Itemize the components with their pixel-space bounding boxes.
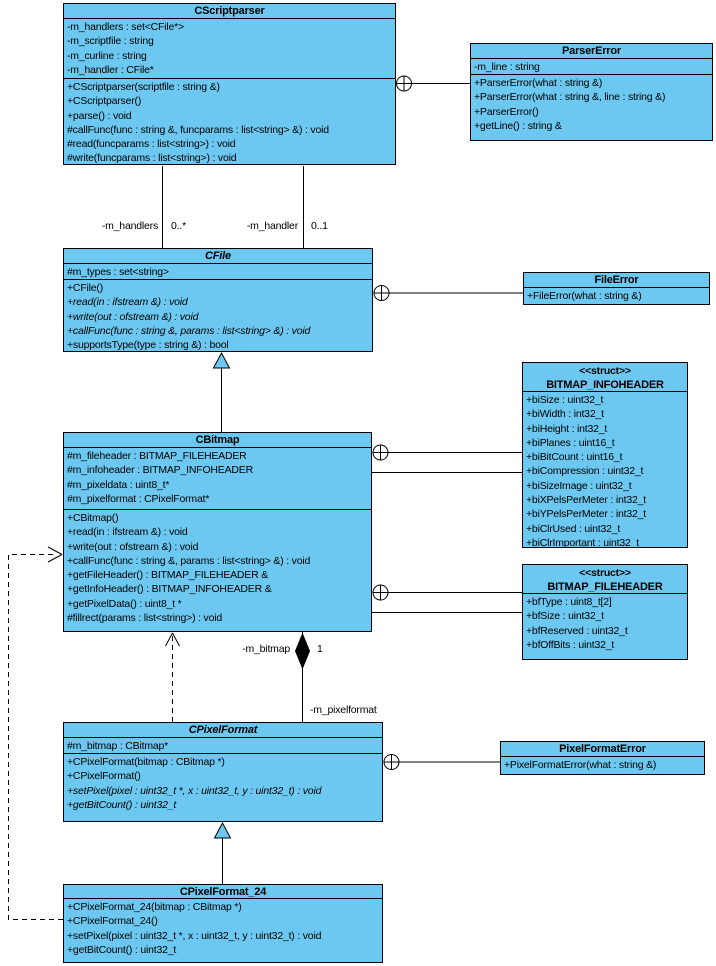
methods-compartment (64, 509, 371, 631)
class-title: FileError (594, 274, 639, 286)
attribute: -m_line : string (474, 61, 540, 73)
generalization-cpixelformat24-cpixelformat[interactable] (215, 823, 231, 884)
method: +parse() : void (67, 109, 132, 122)
method: +getFileHeader() : BITMAP_FILEHEADER & (67, 569, 269, 582)
dependency-arrowhead-icon (166, 633, 173, 646)
attribute: -m_handler : CFile* (67, 63, 154, 76)
attribute: #m_pixelformat : CPixelFormat* (67, 492, 210, 505)
methods-compartment (471, 74, 712, 140)
method: #fillrect(params : list<string>) : void (67, 612, 223, 625)
class-bitmap-fileheader[interactable] (522, 564, 688, 660)
method: +CPixelFormat() (67, 770, 141, 783)
attributes-compartment (471, 58, 712, 74)
method: +CPixelFormat_24(bitmap : CBitmap *) (67, 901, 242, 913)
attributes-compartment (523, 391, 687, 547)
method: +read(in : ifstream &) : void (67, 296, 188, 309)
attributes-compartment (523, 593, 687, 659)
method: +getBitCount() : uint32_t (67, 798, 177, 811)
containment-cbitmap-fileheader[interactable] (373, 585, 522, 600)
attribute: +biPlanes : uint16_t (526, 436, 615, 449)
class-title: CFile (205, 250, 231, 262)
methods-compartment (64, 279, 372, 351)
role-label-m-pixelformat: -m_pixelformat (310, 704, 377, 716)
class-title: ParserError (562, 45, 621, 57)
method: +write(out : ofstream &) : void (67, 310, 199, 323)
attribute: +biBitCount : uint16_t (526, 451, 623, 464)
attribute: #m_infoheader : BITMAP_INFOHEADER (67, 464, 253, 477)
method: +ParserError(what : string &, line : string &) (474, 91, 666, 104)
class-title: CPixelFormat (188, 724, 258, 736)
attribute: +biSizeImage : uint32_t (526, 479, 632, 492)
class-cscriptparser[interactable] (63, 3, 396, 165)
attribute: +bfSize : uint32_t (526, 610, 604, 623)
class-title: CScriptparser (194, 5, 265, 17)
composition-diamond-icon (296, 634, 310, 668)
method: #read(funcparams : list<string>) : void (67, 138, 236, 151)
method: #callFunc(func : string &, funcparams : list<string> &) : void (67, 123, 329, 136)
method: +CFile() (67, 282, 104, 294)
method: +getPixelData() : uint8_t * (67, 597, 182, 610)
method: +PixelFormatError(what : string &) (504, 759, 657, 771)
attribute: -m_scriptfile : string (67, 35, 154, 48)
class-cpixelformat24[interactable] (63, 884, 383, 963)
role-label-m-handler: -m_handler (246, 220, 298, 232)
method: +getInfoHeader() : BITMAP_INFOHEADER & (67, 583, 272, 596)
class-pixelformaterror[interactable] (500, 741, 705, 775)
attributes-compartment (64, 737, 382, 753)
generalization-cbitmap-cfile[interactable] (214, 353, 230, 432)
role-label-m-bitmap: -m_bitmap (242, 643, 290, 655)
method: +CBitmap() (67, 512, 119, 524)
attributes-compartment (64, 447, 371, 509)
attribute: #m_pixeldata : uint8_t* (67, 478, 170, 491)
dependency-cpixelformat24-cbitmap[interactable] (9, 547, 64, 920)
dependency-cpixelformat-cbitmap[interactable] (166, 633, 180, 722)
multiplicity-label-handler: 0..1 (311, 220, 328, 232)
dependency-arrowhead-icon (173, 633, 180, 646)
class-fileerror[interactable] (523, 272, 710, 305)
method: +callFunc(func : string &, params : list<string> &) : void (67, 324, 311, 337)
attributes-compartment (64, 18, 395, 78)
class-title: CBitmap (195, 434, 240, 446)
multiplicity-label-bitmap: 1 (317, 643, 323, 655)
method: +CPixelFormat_24() (67, 915, 158, 928)
attribute: +biClrImportant : uint32_t (526, 536, 639, 547)
attribute: +bfReserved : uint32_t (526, 624, 628, 637)
containment-cbitmap-infoheader[interactable] (373, 445, 522, 460)
stereotype-label: <<struct>> (579, 567, 631, 579)
method: +CScriptparser(scriptfile : string &) (67, 81, 220, 93)
method: +ParserError(what : string &) (474, 77, 603, 89)
attribute: #m_types : set<string> (67, 266, 169, 278)
composition-cbitmap-cpixelformat[interactable] (296, 632, 310, 722)
attribute: +biXPelsPerMeter : int32_t (526, 494, 646, 507)
multiplicity-label-handlers: 0..* (171, 220, 186, 232)
method: +CPixelFormat(bitmap : CBitmap *) (67, 756, 225, 768)
generalization-triangle-icon (214, 353, 230, 368)
class-cfile[interactable] (63, 248, 373, 352)
method: +supportsType(type : string &) : bool (67, 339, 229, 351)
dependency-line[interactable] (9, 555, 64, 920)
attribute: +bfType : uint8_t[2] (526, 596, 612, 608)
class-bitmap-infoheader[interactable] (522, 362, 688, 548)
method: +write(out : ofstream &) : void (67, 540, 199, 553)
methods-compartment (64, 78, 395, 164)
role-label-m-handlers: -m_handlers (101, 220, 158, 232)
methods-compartment (64, 753, 382, 821)
method: +CScriptparser() (67, 95, 142, 108)
method: +getLine() : string & (474, 119, 562, 132)
method: +setPixel(pixel : uint32_t *, x : uint32_t, y : uint32_t) : void (67, 784, 322, 797)
containment-cpixelformat-pixelformaterror[interactable] (384, 755, 500, 770)
attributes-compartment (64, 263, 372, 279)
class-title: PixelFormatError (559, 743, 646, 755)
method: #write(funcparams : list<string>) : void (67, 152, 237, 164)
attribute: +biHeight : int32_t (526, 422, 608, 435)
method: +FileError(what : string &) (527, 290, 642, 302)
method: +setPixel(pixel : uint32_t *, x : uint32_t, y : uint32_t) : void (67, 929, 322, 942)
method: +getBitCount() : uint32_t (67, 943, 177, 956)
attribute: +biSize : uint32_t (526, 394, 604, 406)
dependency-arrowhead-icon (48, 547, 62, 555)
methods-compartment (64, 898, 382, 962)
attribute: +biYPelsPerMeter : int32_t (526, 508, 646, 521)
methods-compartment (524, 287, 709, 304)
class-parsererror[interactable] (470, 43, 713, 141)
class-title: CPixelFormat_24 (179, 886, 267, 898)
class-cpixelformat[interactable] (63, 722, 383, 822)
class-header (523, 565, 687, 593)
attribute: -m_handlers : set<CFile*> (67, 21, 184, 33)
class-title: BITMAP_INFOHEADER (546, 379, 664, 391)
class-header (523, 363, 687, 391)
method: +callFunc(func : string &, params : list<string> &) : void (67, 554, 311, 567)
method: +ParserError() (474, 105, 539, 118)
attribute: +biClrUsed : uint32_t (526, 522, 621, 535)
methods-compartment (501, 756, 704, 774)
stereotype-label: <<struct>> (579, 365, 631, 377)
attribute: +biWidth : int32_t (526, 408, 604, 421)
attribute: +bfOffBits : uint32_t (526, 638, 615, 651)
dependency-arrowhead-icon (48, 555, 62, 563)
method: +read(in : ifstream &) : void (67, 526, 188, 539)
attribute: -m_curline : string (67, 49, 147, 62)
class-title: BITMAP_FILEHEADER (547, 581, 663, 593)
class-cbitmap[interactable] (63, 432, 372, 632)
attribute: #m_fileheader : BITMAP_FILEHEADER (67, 450, 247, 462)
attribute: #m_bitmap : CBitmap* (67, 740, 169, 752)
containment-cscriptparser-parsererror[interactable] (397, 76, 471, 91)
generalization-triangle-icon (215, 823, 231, 838)
containment-cfile-fileerror[interactable] (374, 286, 523, 301)
attribute: +biCompression : uint32_t (526, 465, 644, 478)
